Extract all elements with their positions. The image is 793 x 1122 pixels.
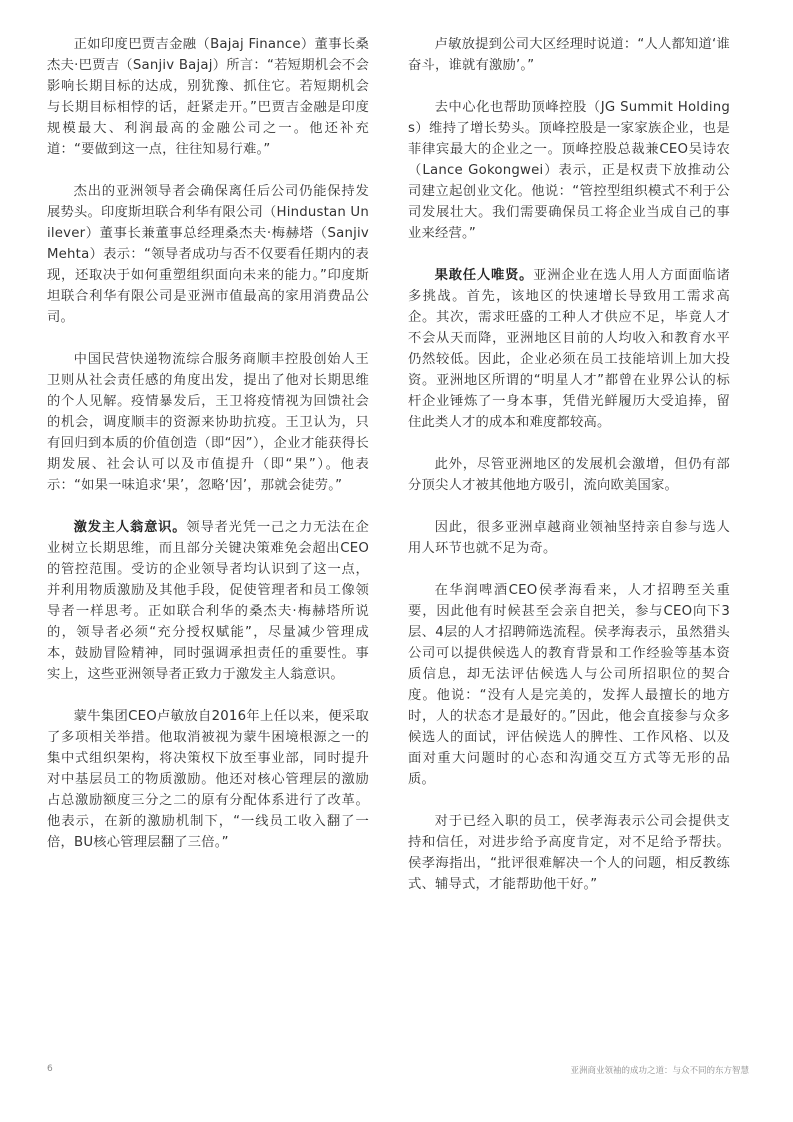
paragraph-employee-support (408, 811, 730, 895)
paragraph-talent-challenges (408, 265, 730, 433)
paragraph-text: 对于已经入职的员工，侯孝海表示公司会提供支持和信任，对进步给予高度肯定，对不足给予帮扶。侯孝海指出，“批评很难解决一个人的问题，相反教练式、辅导式，才能帮助他干好。” (408, 814, 730, 892)
paragraph-jg-summit (408, 97, 730, 244)
paragraph-text: 领导者光凭一己之力无法在企业树立长期思维，而且部分关键决策难免会超出CEO的管控范围。受访的企业领导者均认识到了这一点，并利用物质激励及其他手段，促使管理者和员工像领导者一样思考。正如联合利华的桑杰夫·梅赫塔所说的，领导者必须“充分授权赋能”，尽量减少管理成本，鼓励冒险精神，同时强调承担责任的重要性。事实上，这些亚洲领导者正致力于激发主人翁意识。 (47, 520, 369, 682)
left-column (47, 34, 369, 853)
page-number: 6 (47, 1064, 53, 1074)
paragraph-text: 杰出的亚洲领导者会确保离任后公司仍能保持发展势头。印度斯坦联合利华有限公司（Hindustan Unilever）董事长兼董事总经理桑杰夫·梅赫塔（Sanjiv Mehta）表示：“领导者成功与否不仅要看任期内的表现，还取决于如何重塑组织面向未来的能力。”印度斯坦联合利华有限公司是亚洲市值最高的家用消费品公司。 (47, 184, 369, 325)
paragraph-text: 此外，尽管亚洲地区的发展机会激增，但仍有部分顶尖人才被其他地方吸引，流向欧美国家。 (408, 457, 730, 493)
page-footer (47, 1064, 749, 1078)
paragraph-unilever-mehta (47, 181, 369, 328)
paragraph-text: 中国民营快递物流综合服务商顺丰控股创始人王卫则从社会责任感的角度出发，提出了他对长期思维的个人见解。疫情暴发后，王卫将疫情视为回馈社会的机会，调度顺丰的资源来协助抗疫。王卫认为，只有回归到本质的价值创造（即“因”），企业才能获得长期发展、社会认可以及市值提升（即“果”）。他表示：“如果一味追求‘果’，忽略‘因’，那就会徒劳。” (47, 352, 369, 493)
paragraph-bajaj-quote (47, 34, 369, 160)
paragraph-text: 正如印度巴贾吉金融（Bajaj Finance）董事长桑杰夫·巴贾吉（Sanjiv Bajaj）所言：“若短期机会不会影响长期目标的达成，别犹豫、抓住它。若短期机会与长期目标相悖的话，赶紧走开。”巴贾吉金融是印度规模最大、利润最高的金融公司之一。他还补充道：“要做到这一点，往往知易行难。” (47, 37, 369, 157)
section-lead-heading: 果敢任人唯贤。 (434, 268, 534, 283)
paragraph-text: 亚洲企业在选人用人方面面临诸多挑战。首先，该地区的快速增长导致用工需求高企。其次，需求旺盛的工种人才供应不足，毕竟人才不会从天而降，亚洲地区目前的人均收入和教育水平仍然较低。因此，企业必须在员工技能培训上加大投资。亚洲地区所谓的“明星人才”都曾在业界公认的标杆企业锤炼了一身本事，凭借光鲜履历大受追捧，留住此类人才的成本和难度都较高。 (408, 268, 730, 430)
paragraph-talent-outflow (408, 454, 730, 496)
paragraph-text: 在华润啤酒CEO侯孝海看来，人才招聘至关重要，因此他有时候甚至会亲自把关，参与CEO向下3层、4层的人才招聘筛选流程。侯孝海表示，虽然猎头公司可以提供候选人的教育背景和工作经验等基本资质信息，却无法评估候选人与公司所招职位的契合度。他说：“没有人是完美的，发挥人最擅长的地方时，人的状态才是最好的。”因此，他会直接参与众多候选人的面试，评估候选人的脾性、工作风格、以及面对重大问题时的心态和沟通交互方式等无形的品质。 (408, 583, 730, 787)
paragraph-personal-involvement (408, 517, 730, 559)
paragraph-text: 卢敏放提到公司大区经理时说道：“人人都知道‘谁奋斗，谁就有激励’。” (408, 37, 730, 73)
paragraph-sf-wangwei (47, 349, 369, 496)
paragraph-lu-minfang-quote (408, 34, 730, 76)
paragraph-text: 去中心化也帮助顶峰控股（JG Summit Holdings）维持了增长势头。顶峰控股是一家家族企业，也是菲律宾最大的企业之一。顶峰控股总裁兼CEO吴诗农（Lance Gokongwei）表示，正是权责下放推动公司建立起创业文化。他说：“管控型组织模式不利于公司发展壮大。我们需要确保员工将企业当成自己的事业来经营。” (408, 100, 730, 241)
paragraph-text: 因此，很多亚洲卓越商业领袖坚持亲自参与选人用人环节也就不足为奇。 (408, 520, 730, 556)
paragraph-text: 蒙牛集团CEO卢敏放自2016年上任以来，便采取了多项相关举措。他取消被视为蒙牛困境根源之一的集中式组织架构，将决策权下放至事业部，同时提升对中基层员工的物质激励。他还对核心管理层的激励占总激励额度三分之二的原有分配体系进行了改革。他表示，在新的激励机制下，“一线员工收入翻了一倍，BU核心管理层翻了三倍。” (47, 709, 369, 850)
footer-document-title: 亚洲商业领袖的成功之道：与众不同的东方智慧 (570, 1066, 749, 1076)
paragraph-cr-beer (408, 580, 730, 790)
right-column (408, 34, 730, 895)
paragraph-mengniu (47, 706, 369, 853)
section-lead-heading: 激发主人翁意识。 (73, 520, 187, 535)
paragraph-ownership (47, 517, 369, 685)
